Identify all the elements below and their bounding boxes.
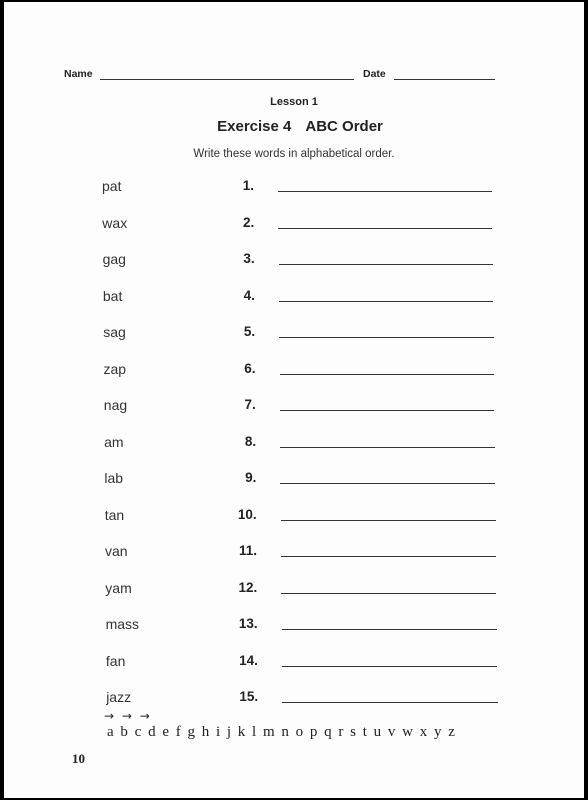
word-row bbox=[4, 434, 584, 454]
answer-line[interactable] bbox=[281, 593, 496, 594]
name-label: Name bbox=[64, 68, 93, 80]
word-row bbox=[4, 543, 584, 563]
item-number: 2. bbox=[243, 214, 255, 230]
item-number: 10. bbox=[237, 506, 257, 522]
word: sag bbox=[103, 324, 126, 340]
answer-line[interactable] bbox=[282, 629, 497, 630]
answer-line[interactable] bbox=[282, 666, 497, 667]
word: nag bbox=[103, 397, 128, 413]
answer-line[interactable] bbox=[281, 556, 496, 557]
item-number: 9. bbox=[245, 470, 257, 485]
item-number: 5. bbox=[243, 324, 256, 339]
exercise-number: Exercise 4 bbox=[217, 118, 292, 135]
word: yam bbox=[105, 579, 132, 596]
answer-line[interactable] bbox=[281, 520, 496, 521]
word-row bbox=[4, 251, 584, 271]
word: fan bbox=[105, 652, 126, 669]
word-row bbox=[4, 288, 584, 308]
item-number: 13. bbox=[238, 616, 258, 631]
item-number: 14. bbox=[239, 652, 258, 668]
instructions: Write these words in alphabetical order. bbox=[193, 148, 395, 160]
word: jazz bbox=[106, 689, 132, 705]
answer-line[interactable] bbox=[279, 337, 493, 338]
item-number: 6. bbox=[244, 360, 256, 376]
lesson-heading: Lesson 1 bbox=[270, 96, 318, 108]
item-number: 3. bbox=[243, 251, 255, 266]
page-number: 10 bbox=[72, 751, 85, 766]
word-row bbox=[4, 616, 584, 636]
word-row bbox=[4, 470, 584, 490]
answer-line[interactable] bbox=[282, 702, 497, 703]
word-row bbox=[4, 580, 584, 600]
word-row bbox=[4, 324, 584, 344]
word-row bbox=[4, 361, 584, 381]
word: am bbox=[104, 433, 124, 450]
word: pat bbox=[102, 178, 122, 194]
item-number: 12. bbox=[238, 579, 258, 595]
answer-line[interactable] bbox=[278, 191, 492, 192]
worksheet-page bbox=[4, 2, 584, 798]
item-number: 1. bbox=[242, 178, 254, 193]
item-number: 8. bbox=[244, 433, 257, 449]
name-blank-line[interactable] bbox=[100, 79, 354, 80]
alphabet-strip: a b c d e f g h i j k l m n o p q r s t u v w x y z bbox=[107, 724, 455, 740]
answer-line[interactable] bbox=[278, 228, 492, 229]
exercise-name: ABC Order bbox=[305, 118, 383, 135]
answer-line[interactable] bbox=[279, 264, 493, 265]
item-number: 15. bbox=[239, 689, 259, 704]
date-blank-line[interactable] bbox=[394, 79, 495, 80]
word: tan bbox=[104, 506, 125, 523]
date-label: Date bbox=[363, 68, 386, 80]
item-number: 7. bbox=[244, 397, 256, 412]
word-row bbox=[4, 507, 584, 527]
word-row bbox=[4, 689, 584, 709]
answer-line[interactable] bbox=[280, 374, 495, 375]
word-row bbox=[4, 397, 584, 417]
word-row bbox=[4, 178, 584, 198]
exercise-title bbox=[10, 118, 588, 135]
answer-line[interactable] bbox=[280, 447, 495, 448]
word: lab bbox=[104, 470, 124, 486]
answer-line[interactable] bbox=[280, 483, 495, 484]
answer-line[interactable] bbox=[280, 410, 495, 411]
word-row bbox=[4, 653, 584, 673]
item-number: 4. bbox=[243, 287, 255, 303]
word: van bbox=[105, 543, 128, 559]
item-number: 11. bbox=[238, 543, 257, 558]
word: gag bbox=[102, 251, 126, 267]
word: wax bbox=[102, 214, 128, 231]
word: zap bbox=[103, 360, 127, 377]
answer-line[interactable] bbox=[279, 301, 493, 302]
word: mass bbox=[105, 616, 140, 632]
arrows: → → → bbox=[104, 709, 152, 723]
word-row bbox=[4, 215, 584, 235]
word: bat bbox=[102, 287, 123, 304]
